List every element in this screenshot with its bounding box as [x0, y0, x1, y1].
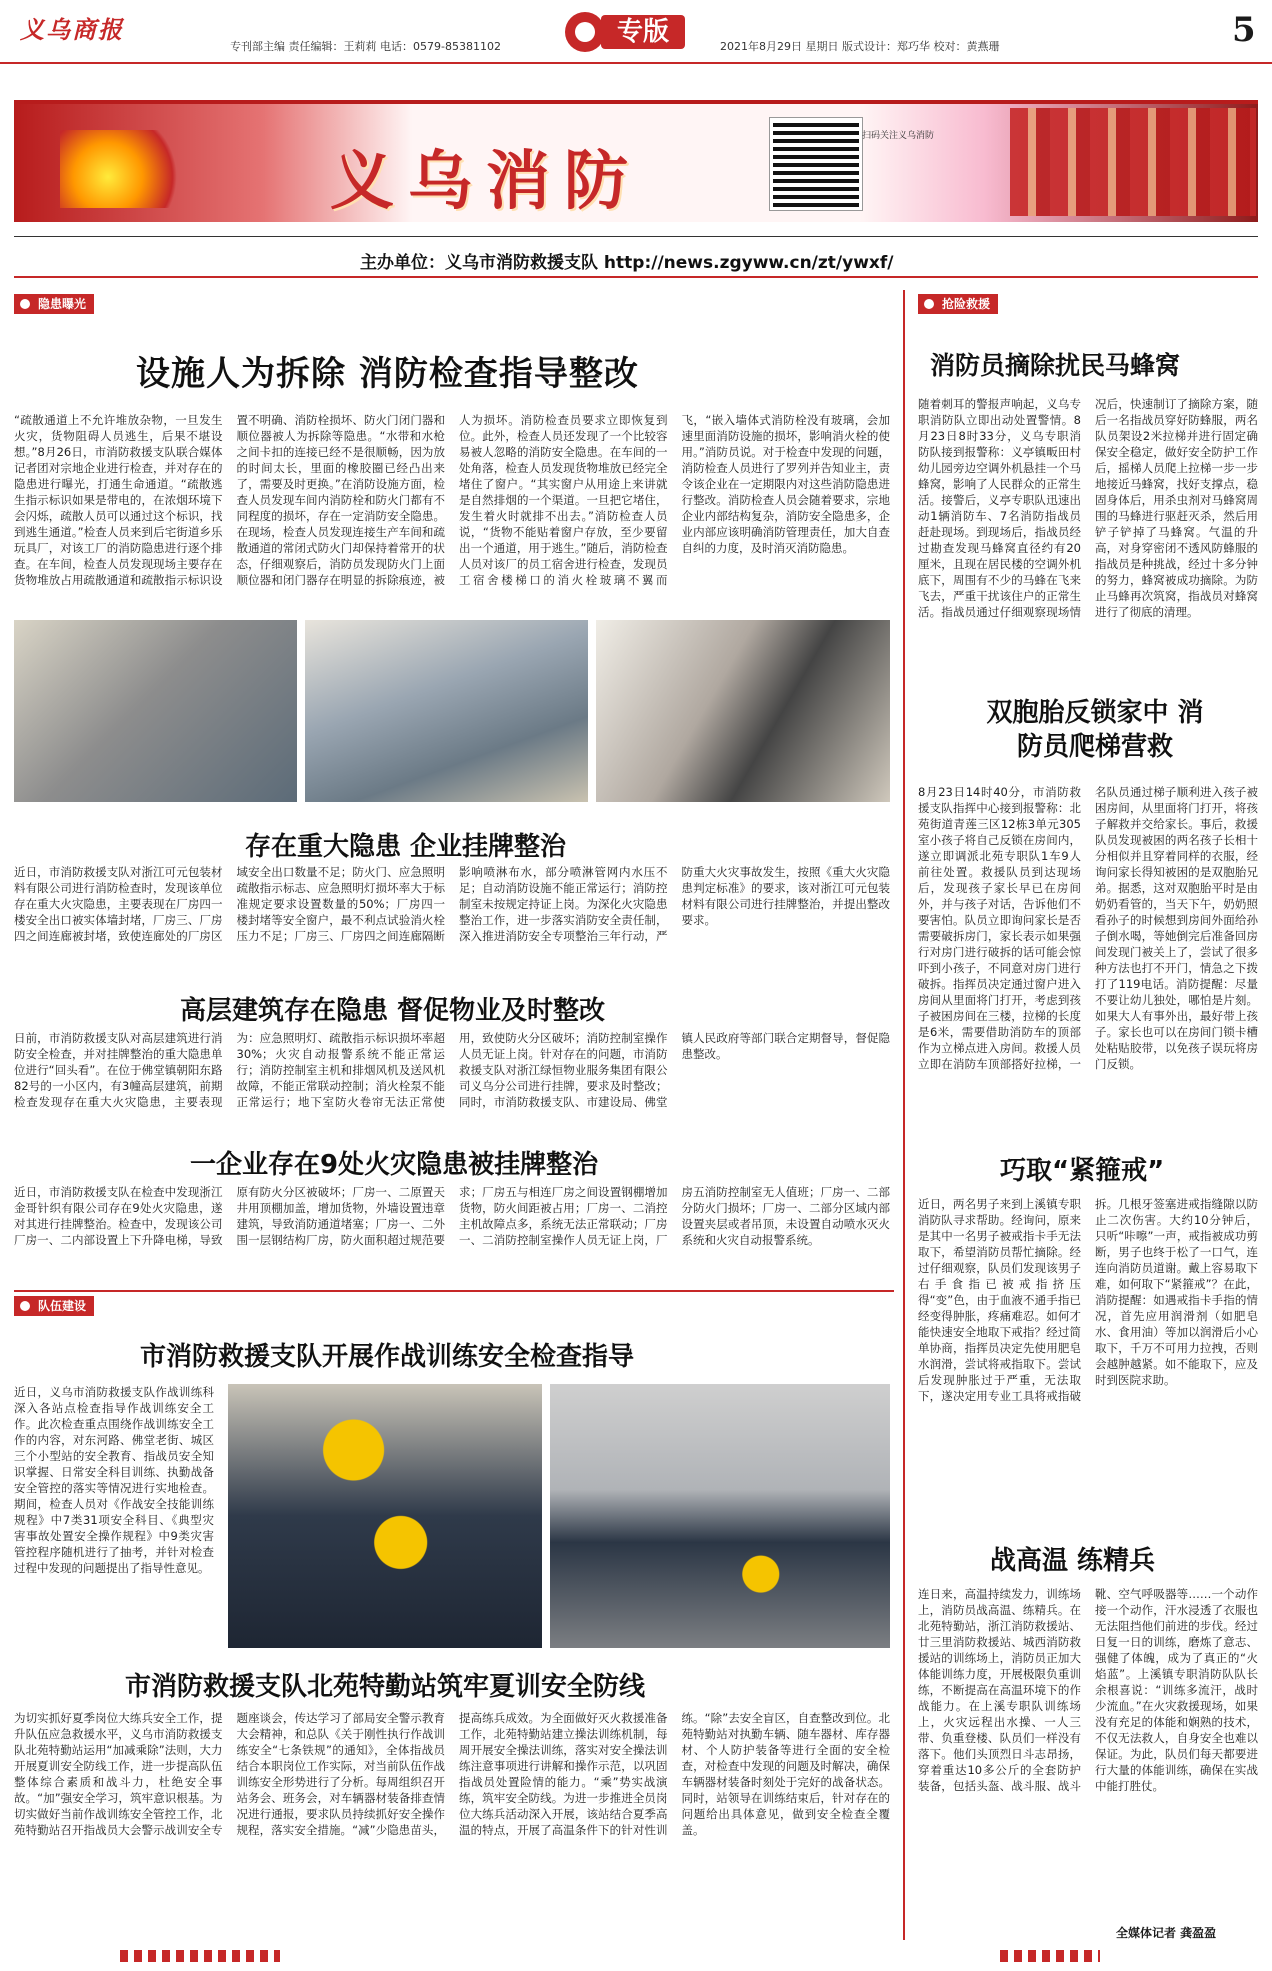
photo-inspection-door: [14, 620, 297, 802]
logo-circle-icon: [565, 12, 605, 52]
headline-r4: 战高温 练精兵: [990, 1546, 1156, 1576]
team-divider: [14, 1290, 894, 1292]
footer-decoration-right: [1000, 1950, 1100, 1962]
sponsor-line: 主办单位：义乌市消防救援支队 http://news.zgyww.cn/zt/ywxf/: [360, 253, 894, 273]
article-r4-body: 连日来，高温持续发力，训练场上，消防员战高温、练精兵。在北苑特勤站，浙江消防救援站、廿三里消防救援站、城西消防救援站的训练场上，消防员正加大体能训练力度，开展极限负重训练，不断提高在高温环境下的作战能力。在上溪专职队训练场上，火灾远程出水操、一人三带、负重登楼、队员们一样没有落下。他们头顶烈日斗志昂扬，穿着重达10多公斤的全套防护装备，包括头盔、战斗服、战斗靴、空气呼吸器等……一个动作接一个动作，汗水浸透了衣服也无法阻挡他们前进的步伐。经过日复一日的训练，磨炼了意志、强健了体魄，成为了真正的“火焰蓝”。上溪镇专职消防队队长余根喜说：“训练多流汗，战时少流血。”在火灾救援现场，如果没有充足的体能和娴熟的技术，不仅无法救人，自身安全也难以保证。为此，队员们每天都要进行大量的体能训练，确保在实战中能打胜仗。: [918, 1587, 1258, 1793]
column-divider: [903, 290, 905, 1940]
photo-training-helmets: [228, 1384, 542, 1648]
section-badge: 专版: [601, 15, 685, 49]
headline-a1: 设施人为拆除 消防检查指导整改: [136, 354, 639, 394]
article-r2-body: 8月23日14时40分，市消防救援支队指挥中心接到报警称：北苑街道青莲三区12栋3单元305室小孩子将自己反锁在房间内，遂立即调派北苑专职队1车9人前往处置。救援队员到达现场后，发现孩子家长早已在房间外，并与孩子对话，告诉他们不要害怕。队员立即询问家长是否需要破拆房门，家长表示如果强行对房门进行破拆的话可能会惊吓到小孩子，不同意对房门进行破拆。指挥员决定通过窗户进入房间从里面将门打开，考虑到孩子被困房间在三楼，拉梯的长度是6米，需要借助消防车的顶部作为立梯点进入房间。救援人员立即在消防车顶部搭好拉梯，一名队员通过梯子顺利进入孩子被困房间，从里面将门打开，将孩子解救并交给家长。事后，救援队员发现被困的两名孩子长相十分相似并且穿着同样的衣服，经询问家长得知被困的是双胞胎兄弟。据悉，这对双胞胎平时是由奶奶看管的，当天下午，奶奶照看孙子的时候想到房间外面给孙子倒水喝，等她倒完后准备回房间发现门被关上了，尝试了很多种方法也打不开门，情急之下拨打了119电话。消防提醒：尽量不要让幼儿独处，哪怕是片刻。如果大人有事外出，最好带上孩子。家长也可以在房间门锁卡槽处粘贴胶带，以免孩子误玩将房门反锁。: [918, 785, 1258, 1071]
article-a6-body: 为切实抓好夏季岗位大练兵安全工作，提升队伍应急救援水平，义乌市消防救援支队北苑特勤站运用“加减乘除”法则，大力开展夏训安全防线工作，进一步提高队伍整体综合素质和战斗力，杜绝安全事故。“加”强安全学习，筑牢意识根基。为切实做好当前作战训练安全管控工作，北苑特勤站召开指战员大会警示战训安全专题座谈会，传达学习了部局安全警示教育大会精神，和总队《关于刚性执行作战训练安全“七条铁规”的通知》，全体指战员结合本职岗位工作实际，对当前队伍作战训练安全形势进行了分析。每周组织召开站务会、班务会，对车辆器材装备排查情况进行通报，要求队员持续抓好安全操作规程，落实安全措施。“减”少隐患苗头，提高练兵成效。为全面做好灭火救援准备工作，北苑特勤站建立操法训练机制，每周开展安全操法训练，落实对安全操法训练注意事项进行讲解和操作示范，以巩固指战员处置险情的能力。“乘”势实战演练，筑牢安全防线。为进一步推进全员岗位大练兵活动深入开展，该站结合夏季高温的特点，开展了高温条件下的针对性训练。“除”去安全盲区，自查整改到位。北苑特勤站对执勤车辆、随车器材、库存器材、个人防护装备等进行全面的安全检查，对检查中发现的问题及时解决，确保车辆器材装备时刻处于完好的战备状态。同时，站领导在训练结束后，针对存在的问题给出具体意见，做到安全检查全覆盖。: [14, 1711, 890, 1837]
photo-inspection-workshop: [305, 620, 588, 802]
section-tag-rescue: 抢险救援: [918, 294, 998, 314]
article-a2-body: 近日，市消防救援支队对浙江可元包装材料有限公司进行消防检查时，发现该单位存在重大火灾隐患，主要表现在厂房四一楼安全出口被实体墙封堵，厂房三、厂房四之间连廊被封堵，致使连廊处的厂房区域安全出口数量不足；防火门、应急照明疏散指示标志、应急照明灯损坏率大于标准规定要求设置数量的50%；厂房四一楼封堵等安全窗户，最不利点试验消火栓压力不足；厂房三、厂房四之间连廊隔断影响喷淋布水，部分喷淋管网内水压不足；自动消防设施不能正常运行；消防控制室未按规定持证上岗。为深化火灾隐患整治工作，进一步落实消防安全责任制，深入推进消防安全专项整治三年行动，严防重大火灾事故发生，按照《重大火灾隐患判定标准》的要求，该对浙江可元包装材料有限公司进行挂牌整治，并提出整改要求。: [14, 865, 890, 943]
headline-a5: 市消防救援支队开展作战训练安全检查指导: [140, 1342, 635, 1372]
qr-code-icon[interactable]: [770, 118, 862, 210]
section-tag-team: 队伍建设: [14, 1296, 94, 1316]
photo-training-rescue: [550, 1384, 890, 1648]
article-r1-body: 随着刺耳的警报声响起，义乌专职消防队立即出动处置警情。8月23日8时33分，义乌专职消防队接到报警称：义亭镇畈田村幼儿园旁边空调外机悬挂一个马蜂窝，影响了人民群众的正常生活。接警后，义亭专职队迅速出动1辆消防车、7名消防指战员赶赴现场。到现场后，指战员经过勘查发现马蜂窝直径约有20厘米，且现在居民楼的空调外机底下，周围有不少的马蜂在飞来飞去，严重干扰该住户的正常生活。指战员通过仔细观察现场情况后，快速制订了摘除方案，随后一名指战员穿好防蜂服，两名队员架设2米拉梯并进行固定确保安全稳定，做好安全防护工作后，摇梯人员爬上拉梯一步一步地接近马蜂窝，找好支撑点，稳固身体后，用杀虫剂对马蜂窝周围的马蜂进行驱赶灭杀，然后用铲子铲掉了马蜂窝。气温的升高，对身穿密闭不透风防蜂服的指战员是种挑战，经过十多分钟的努力，蜂窝被成功摘除。为防止马蜂再次筑窝，指战员对蜂窝进行了彻底的清理。: [918, 397, 1258, 619]
footer-decoration-left: [120, 1950, 280, 1962]
headline-a6: 市消防救援支队北苑特勤站筑牢夏训安全防线: [125, 1672, 646, 1702]
article-a3-body: 日前，市消防救援支队对高层建筑进行消防安全检查，并对挂牌整治的重大隐患单位进行“回头看”。在位于佛堂镇朝阳东路82号的一小区内，有3幢高层建筑，前期检查发现存在重大火灾隐患，主要表现为：应急照明灯、疏散指示标识损坏率超30%；火灾自动报警系统不能正常运行；消防控制室主机和排烟风机及送风机故障，不能正常联动控制；消火栓泵不能正常运行；地下室防火卷帘无法正常使用，致使防火分区破坏；消防控制室操作人员无证上岗。针对存在的问题，市消防救援支队对浙江绿恒物业服务集团有限公司义乌分公司进行挂牌，要求及时整改；同时，市消防救援支队、市建设局、佛堂镇人民政府等部门联合定期督导，督促隐患整改。: [14, 1031, 890, 1109]
headline-r1: 消防员摘除扰民马蜂窝: [930, 351, 1181, 380]
headline-r2: 双胞胎反锁家中 消防员爬梯营救: [986, 698, 1204, 762]
article-a5-body: 近日，义乌市消防救援支队作战训练科深入各站点检查指导作战训练安全工作。此次检查重点围绕作战训练安全工作的内容，对东河路、佛堂老街、城区三个小型站的安全教育、指战员安全知识掌握、日常安全科目训练、执勤战备安全管控的落实等情况进行实地检查。期间，检查人员对《作战安全技能训练规程》中7类31项安全科目、《典型灾害事故处置安全操作规程》中9类灾害管控程序随机进行了抽考，并针对检查过程中发现的问题提出了指导性意见。: [14, 1385, 214, 1575]
section-logo: [565, 12, 689, 54]
headline-r3: 巧取“紧箍戒”: [1000, 1156, 1165, 1186]
article-a1-body: “疏散通道上不允许堆放杂物，一旦发生火灾，货物阻碍人员逃生，后果不堪设想。”8月26日，市消防救援支队联合媒体记者团对宗地企业进行检查，并对存在的隐患进行曝光，打通生命通道。“疏散逃生指示标识如果是带电的，在浓烟环境下会闪烁，疏散人员可以通过这个标识，找到逃生通道。”检查人员来到后宅街道乡乐玩具厂，对该工厂的消防隐患进行逐个排查。在车间，检查人员发现现场主要存在货物堆放占用疏散通道和疏散指示标识设置不明确、消防栓损坏、防火门闭门器和顺位器被人为拆除等隐患。“水带和水枪之间卡扣的连接已经不是很顺畅，因为放的时间太长，里面的橡胶圈已经凸出来了，需要及时更换。”在消防设施方面，检查人员发现车间内消防栓和防火门都有不同程度的损坏，存在一定消防安全隐患。在现场，检查人员发现连接生产车间和疏散通道的常闭式防火门却保持着常开的状态，仔细观察后，消防员发现防火门上面顺位器和闭门器存在明显的拆除痕迹，被人为损坏。消防检查员要求立即恢复到位。此外，检查人员还发现了一个比较容易被人忽略的消防安全隐患。在车间的一处角落，检查人员发现货物堆放已经完全堵住了窗户。“其实窗户从用途上来讲就是自然排烟的一个渠道。一旦把它堵住，发生着火时就排不出去。”消防检查人员说，“货物不能贴着窗户存放，至少要留出一个通道，用于逃生。”随后，消防检查人员对该厂的员工宿舍进行检查，发现员工宿舍楼梯口的消火栓玻璃不翼而飞，“嵌入墙体式消防栓没有玻璃，会加速里面消防设施的损坏，影响消火栓的使用。”消防员说。对于检查中发现的问题，消防检查人员进行了罗列并告知业主，责令该企业在一定期限内对这些消防隐患进行整改。消防检查人员会随着要求，宗地企业内部结构复杂，消防安全隐患多，企业内部应该明确消防管理责任，加大自查自纠的力度，及时消灭消防隐患。: [14, 413, 890, 587]
article-a4-body: 近日，市消防救援支队在检查中发现浙江金哥针织有限公司存在9处火灾隐患，遂对其进行挂牌整治。检查中，发现该公司厂房一、二内部设置上下升降电梯，导致原有防火分区被破坏；厂房一、二原置天井用顶棚加盖，增加货物，外墙设置违章建筑，导致消防通道堵塞；厂房一、二外围一层钢结构厂房，防火面积超过规范要求；厂房五与相连厂房之间设置钢棚增加货物，防火间距被占用；厂房一、二消控主机故障点多，系统无法正常联动；厂房一、二消防控制室操作人员无证上岗，厂房五消防控制室无人值班；厂房一、二部分防火门损坏；厂房一、二部分区域内部设置夹层或者吊顶，未设置自动喷水灭火系统和火灾自动报警系统。: [14, 1185, 890, 1247]
date-line: 2021年8月29日 星期日 版式设计：郑巧华 校对：黄燕珊: [720, 40, 1000, 53]
headline-a2: 存在重大隐患 企业挂牌整治: [245, 832, 567, 862]
banner-photo-firefighters: [1010, 108, 1256, 216]
flame-icon: [60, 130, 180, 208]
article-r3-body: 近日，两名男子来到上溪镇专职消防队寻求帮助。经询问，原来是其中一名男子被戒指卡手无法取下，希望消防员帮忙摘除。经过仔细观察，队员们发现该男子右手食指已被戒指挤压得“变”色，由于血液不通手指已经变得肿胀，疼痛难忍。如何才能快速安全地取下戒指？经过简单协商，指挥员决定先使用肥皂水润滑，尝试将戒指取下。尝试后发现肿胀过于严重，无法取下，遂决定用专业工具将戒指破拆。几根牙签塞进戒指缝隙以防止二次伤害。大约10分钟后，只听“咔嚓”一声，戒指被成功剪断，男子也终于松了一口气，连连向消防员道谢。戴上容易取下难，如何取下“紧箍戒”？在此，消防提醒：如遇戒指卡手指的情况，首先应用润滑剂（如肥皂水、食用油）等加以润滑后小心取下，千万不可用力拉拽，否则会越肿越紧。如不能取下，应及时到医院求助。: [918, 1197, 1258, 1403]
header-divider: [14, 276, 1258, 278]
banner-title: 义乌消防: [330, 144, 642, 219]
footer-credit: 全媒体记者 龚盈盈: [1116, 1926, 1217, 1940]
banner-divider: [14, 236, 1258, 237]
page-number: 5: [1232, 10, 1256, 50]
section-tag-hazard: 隐患曝光: [14, 294, 94, 314]
headline-a3: 高层建筑存在隐患 督促物业及时整改: [180, 996, 606, 1026]
photo-inspection-interview: [596, 620, 890, 802]
qr-caption: 扫码关注义乌消防: [862, 131, 935, 141]
paper-name: 义乌商报: [20, 15, 124, 44]
headline-a4: 一企业存在9处火灾隐患被挂牌整治: [190, 1150, 599, 1180]
editor-line: 专刊部主编 责任编辑：王莉莉 电话：0579-85381102: [230, 40, 501, 53]
